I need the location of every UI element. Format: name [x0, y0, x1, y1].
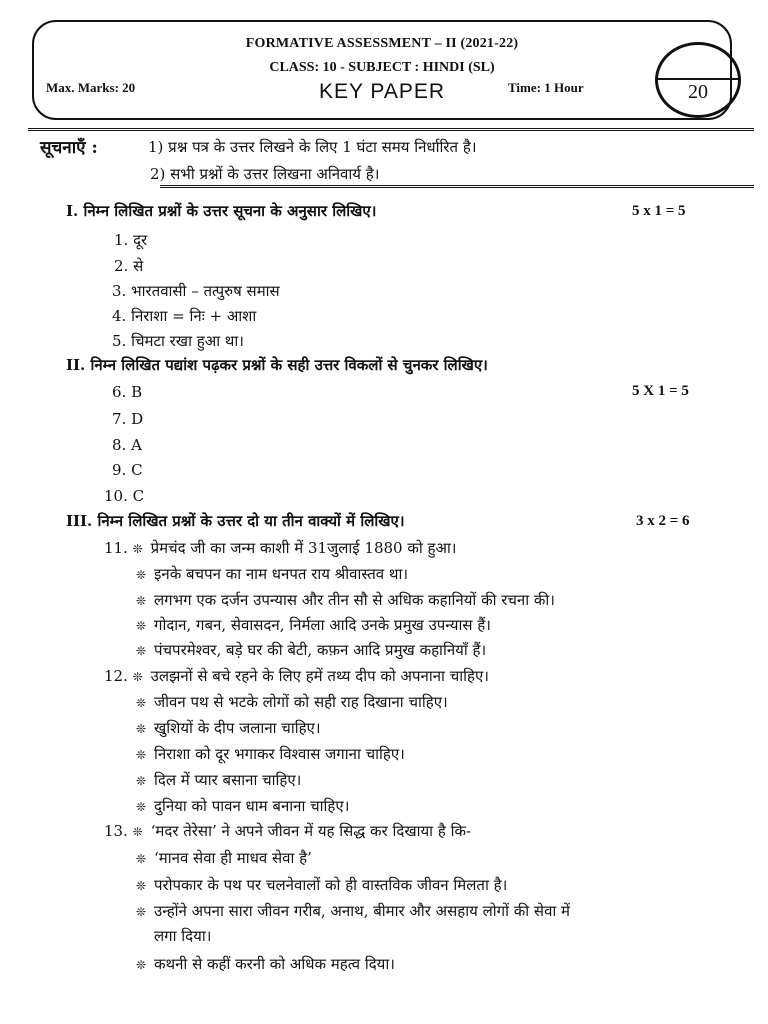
bullet-icon: ❊	[132, 542, 143, 556]
bullet-icon: ❊	[132, 670, 143, 684]
header-box	[32, 20, 732, 120]
q12-item	[136, 718, 321, 738]
answer-3: 3. भारतवासी – तत्पुरुष समास	[112, 282, 280, 300]
q11-item	[136, 640, 486, 660]
q11-line-5: पंचपरमेश्वर, बड़े घर की बेटी, कफ़न आदि प्रमुख कहानियाँ हैं।	[154, 641, 487, 659]
q11-line-2: इनके बचपन का नाम धनपत राय श्रीवास्तव था।	[154, 565, 409, 583]
instructions-rule	[160, 185, 754, 188]
score-circle	[655, 42, 741, 118]
q12-line-1: उलझनों से बचे रहने के लिए हमें तथ्य दीप को अपनाना चाहिए।	[150, 667, 489, 685]
section-3-marks: 3 x 2 = 6	[636, 513, 690, 529]
answer-9: 9. C	[112, 461, 143, 479]
bullet-icon: ❊	[136, 619, 147, 633]
q13-line-4-continued: लगा दिया।	[154, 927, 212, 945]
q12-line-2: जीवन पथ से भटके लोगों को सही राह दिखाना चाहिए।	[154, 693, 448, 711]
q11-number: 11.	[104, 539, 128, 557]
answer-8: 8. A	[112, 436, 142, 454]
instruction-1: 1) प्रश्न पत्र के उत्तर लिखने के लिए 1 घंटा समय निर्धारित है।	[148, 138, 477, 156]
bullet-icon: ❊	[132, 825, 143, 839]
q12-item	[136, 744, 405, 764]
total-score: 20	[688, 81, 708, 103]
q13-line-4: उन्होंने अपना सारा जीवन गरीब, अनाथ, बीमार और असहाय लोगों की सेवा में	[154, 902, 571, 920]
answer-6: 6. B	[112, 383, 143, 401]
q12-line-3: खुशियों के दीप जलाना चाहिए।	[154, 719, 321, 737]
time-allowed: Time: 1 Hour	[508, 80, 584, 95]
answer-7: 7. D	[112, 410, 144, 428]
q13-item	[136, 875, 507, 895]
q11-item	[136, 564, 408, 584]
assessment-title: FORMATIVE ASSESSMENT – II (2021-22)	[245, 36, 519, 51]
instructions-label: सूचनाएँ :	[40, 138, 98, 158]
section-2-heading: II. निम्न लिखित पद्यांश पढ़कर प्रश्नों के सही उत्तर विकलों से चुनकर लिखिए।	[66, 356, 488, 374]
bullet-icon: ❊	[136, 644, 147, 658]
q12-line-6: दुनिया को पावन धाम बनाना चाहिए।	[154, 797, 350, 815]
q12-number: 12.	[104, 667, 128, 685]
q13-line-2: ‘मानव सेवा ही माधव सेवा है’	[154, 849, 312, 867]
q12-item	[136, 692, 448, 712]
section-1-marks: 5 x 1 = 5	[632, 203, 686, 219]
answer-2: 2. से	[114, 257, 144, 275]
bullet-icon: ❊	[136, 879, 147, 893]
answer-1: 1. दूर	[114, 231, 148, 249]
q12-answer-line	[104, 666, 489, 686]
q12-item	[136, 796, 349, 816]
score-divider	[658, 78, 738, 80]
bullet-icon: ❊	[136, 568, 147, 582]
section-1-heading: I. निम्न लिखित प्रश्नों के उत्तर सूचना के अनुसार लिखिए।	[66, 202, 377, 220]
max-marks: Max. Marks: 20	[46, 80, 136, 95]
q11-item	[136, 590, 555, 610]
q13-line-1: ‘मदर तेरेसा’ ने अपने जीवन में यह सिद्ध कर दिखाया है कि-	[150, 822, 472, 840]
answer-10: 10. C	[104, 487, 145, 505]
section-3-heading: III. निम्न लिखित प्रश्नों के उत्तर दो या तीन वाक्यों में लिखिए।	[66, 512, 405, 530]
q13-item	[136, 901, 570, 921]
top-rule	[28, 128, 754, 131]
bullet-icon: ❊	[136, 852, 147, 866]
bullet-icon: ❊	[136, 594, 147, 608]
q11-line-3: लगभग एक दर्जन उपन्यास और तीन सौ से अधिक कहानियों की रचना की।	[154, 591, 555, 609]
bullet-icon: ❊	[136, 774, 147, 788]
q12-item	[136, 770, 301, 790]
instruction-2: 2) सभी प्रश्नों के उत्तर लिखना अनिवार्य है।	[150, 165, 380, 183]
q13-line-3: परोपकार के पथ पर चलनेवालों को ही वास्तविक जीवन मिलता है।	[154, 876, 508, 894]
q13-answer-line	[104, 821, 471, 841]
q11-item	[136, 615, 491, 635]
q11-line-1: प्रेमचंद जी का जन्म काशी में 31जुलाई 1880 को हुआ।	[150, 539, 457, 557]
class-subject: CLASS: 10 - SUBJECT : HINDI (SL)	[269, 60, 495, 75]
q11-answer-line	[104, 538, 457, 558]
answer-4: 4. निराशा = निः + आशा	[112, 307, 257, 325]
section-2-marks: 5 X 1 = 5	[632, 383, 689, 399]
q13-item	[136, 954, 395, 974]
q12-line-5: दिल में प्यार बसाना चाहिए।	[154, 771, 302, 789]
q13-number: 13.	[104, 822, 128, 840]
q13-item	[136, 848, 312, 868]
bullet-icon: ❊	[136, 722, 147, 736]
q11-line-4: गोदान, गबन, सेवासदन, निर्मला आदि उनके प्रमुख उपन्यास हैं।	[154, 616, 491, 634]
q13-line-6: कथनी से कहीं करनी को अधिक महत्व दिया।	[154, 955, 395, 973]
q12-line-4: निराशा को दूर भगाकर विश्वास जगाना चाहिए।	[154, 745, 405, 763]
bullet-icon: ❊	[136, 800, 147, 814]
paper-title: KEY PAPER	[318, 80, 446, 103]
bullet-icon: ❊	[136, 958, 147, 972]
answer-5: 5. चिमटा रखा हुआ था।	[112, 332, 244, 350]
bullet-icon: ❊	[136, 748, 147, 762]
bullet-icon: ❊	[136, 696, 147, 710]
bullet-icon: ❊	[136, 905, 147, 919]
